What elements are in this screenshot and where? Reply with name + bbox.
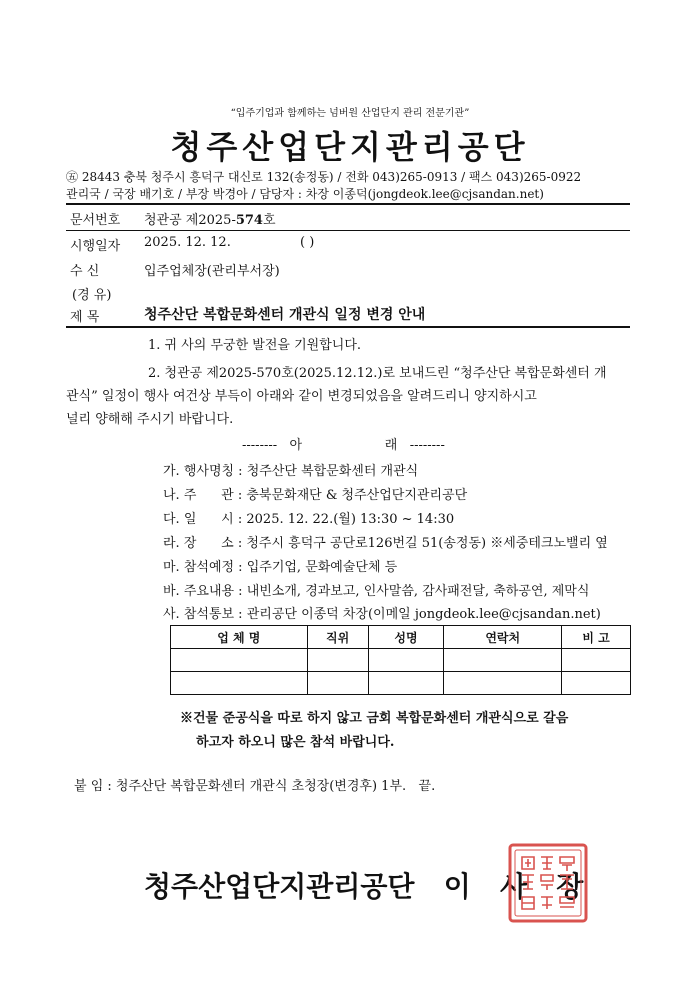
table-cell (562, 649, 631, 672)
recipient-label: 수 신 (70, 264, 100, 279)
header-name: 성명 (368, 626, 444, 649)
paragraph-2-line-3: 널리 양해해 주시기 바랍니다. (66, 412, 234, 427)
header-rule (66, 203, 630, 205)
table-cell (562, 672, 631, 695)
detail-item-datetime: 다. 일 시 : 2025. 12. 22.(월) 13:30 ~ 14:30 (163, 512, 455, 527)
detail-item-attendees: 마. 참석예정 : 입주기업, 문화예술단체 등 (163, 560, 398, 575)
attachment: 붙 임 : 청주산단 복합문화센터 개관식 초청장(변경후) 1부. 끝. (74, 779, 436, 794)
table-cell (307, 672, 368, 695)
table-cell (171, 672, 308, 695)
doc-no-prefix: 청관공 제2025- (144, 213, 236, 228)
paragraph-1: 1. 귀 사의 무궁한 발전을 기원합니다. (148, 338, 362, 353)
detail-item-program: 바. 주요내용 : 내빈소개, 경과보고, 인사말씀, 감사패전달, 축하공연, 제막식 (163, 584, 590, 599)
subject-label: 제 목 (70, 310, 100, 325)
date-paren: ( ) (300, 235, 315, 250)
details-divider: -------- 아 래 -------- (242, 438, 445, 453)
detail-item-event-name: 가. 행사명칭 : 청주산단 복합문화센터 개관식 (163, 464, 419, 479)
table-cell (368, 672, 444, 695)
org-title: 청주산업단지관리공단 (170, 128, 530, 166)
doc-no-value (144, 209, 276, 228)
table-cell (171, 649, 308, 672)
date-label: 시행일자 (70, 239, 121, 254)
slogan: “입주기업과 함께하는 넘버원 산업단지 관리 전문기관” (230, 108, 470, 119)
detail-item-organizer: 나. 주 관 : 충북문화재단 & 청주산업단지관리공단 (163, 488, 468, 503)
header-position: 직위 (307, 626, 368, 649)
registration-table (170, 625, 631, 695)
header-remarks: 비 고 (562, 626, 631, 649)
doc-no-suffix: 호 (262, 213, 276, 228)
detail-item-rsvp: 사. 참석통보 : 관리공단 이종덕 차장(이메일 jongdeok.lee@cjsandan.net) (163, 607, 601, 622)
table-cell (444, 672, 562, 695)
recipient-value: 입주업체장(관리부서장) (144, 264, 280, 279)
table-row (171, 672, 631, 695)
note-line-2: 하고자 하오니 많은 참석 바랍니다. (196, 735, 395, 750)
rule (66, 230, 630, 231)
signature: 청주산업단지관리공단 이 사 장 (144, 870, 584, 903)
doc-no-number: 574 (235, 213, 263, 228)
staff-line: 관리국 / 국장 배기호 / 부장 박경아 / 담당자 : 차장 이종덕(jongdeok.lee@cjsandan.net) (66, 187, 544, 201)
table-cell (307, 649, 368, 672)
via-label: (경 유) (72, 288, 112, 303)
paragraph-2-line-2: 관식” 일정이 행사 여건상 부득이 아래와 같이 변경되었음을 알려드리니 양지하시고 (66, 389, 537, 404)
subject-value: 청주산단 복합문화센터 개관식 일정 변경 안내 (144, 307, 426, 323)
seal-glyphs (522, 857, 574, 909)
header-contact: 연락처 (444, 626, 562, 649)
header-company: 업 체 명 (171, 626, 308, 649)
subject-rule (66, 326, 630, 328)
seal-inner-border (515, 850, 581, 916)
table-row (171, 649, 631, 672)
date-value: 2025. 12. 12. (144, 235, 231, 250)
doc-no-label: 문서번호 (70, 213, 121, 228)
paragraph-2-line-1: 2. 청관공 제2025-570호(2025.12.12.)로 보내드린 “청주산단 복합문화센터 개 (148, 366, 607, 381)
detail-item-venue: 라. 장 소 : 청주시 흥덕구 공단로126번길 51(송정동) ※세중테크노밸리 옆 (163, 536, 608, 551)
address-line: ㊄ 28443 충북 청주시 흥덕구 대신로 132(송정동) / 전화 043)265-0913 / 팩스 043)265-0922 (66, 170, 582, 184)
note-line-1: ※건물 준공식을 따로 하지 않고 금회 복합문화센터 개관식으로 갈음 (180, 711, 569, 726)
table-cell (444, 649, 562, 672)
table-header-row (171, 626, 631, 649)
table-cell (368, 649, 444, 672)
official-seal-icon (508, 843, 588, 923)
